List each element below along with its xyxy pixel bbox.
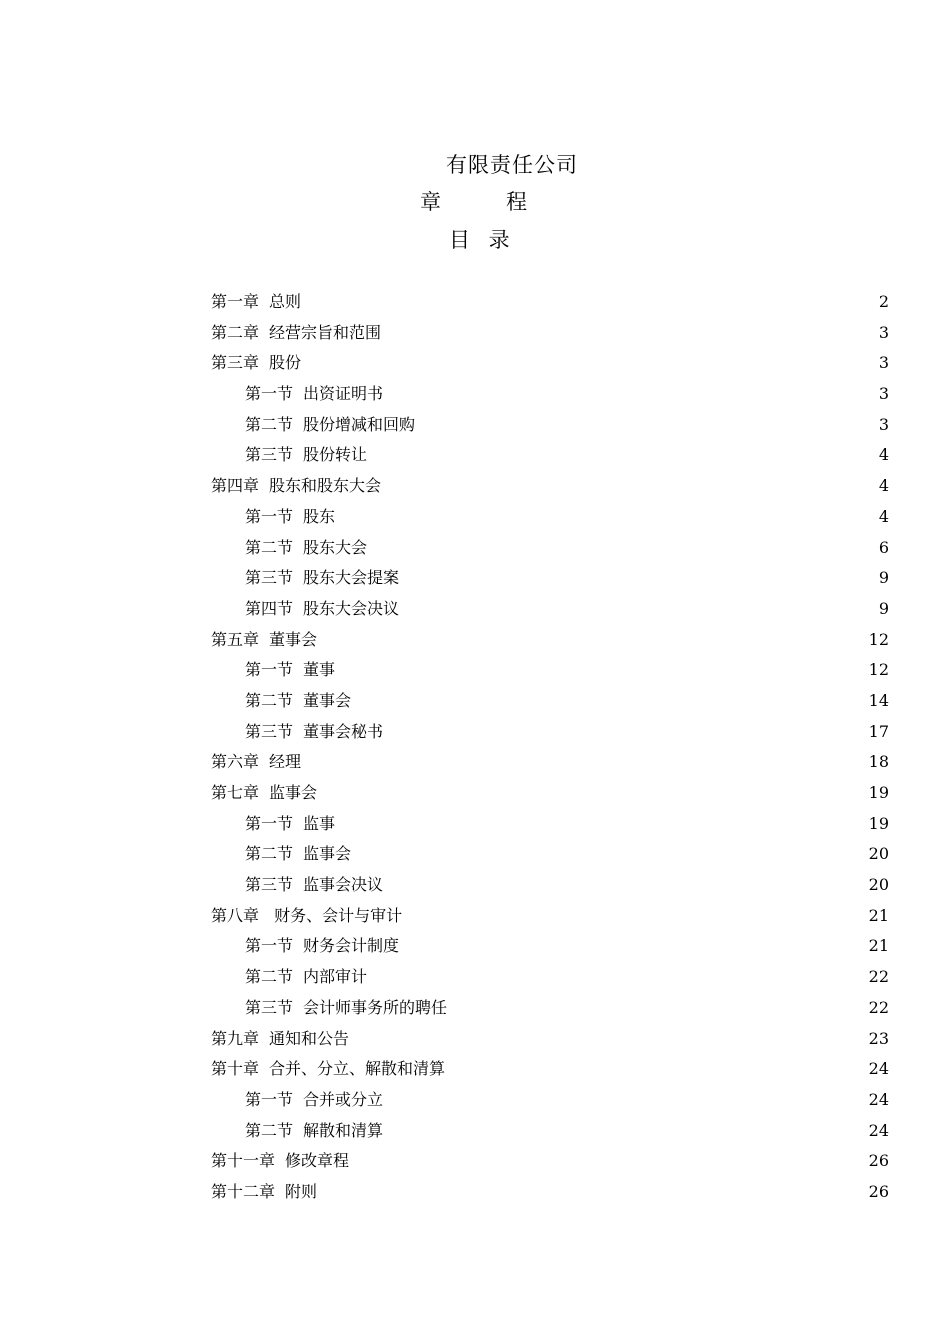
toc-entry-number: 第十二章 bbox=[211, 1181, 276, 1201]
toc-section-entry[interactable] bbox=[0, 502, 950, 533]
toc-entry-page-number: 17 bbox=[868, 721, 889, 741]
toc-entry-label bbox=[245, 655, 335, 686]
toc-entry-number: 第二节 bbox=[245, 967, 294, 987]
toc-entry-page-number: 12 bbox=[868, 629, 889, 649]
toc-entry-page-number: 22 bbox=[868, 967, 889, 987]
toc-entry-label bbox=[245, 379, 383, 410]
toc-entry-number: 第一节 bbox=[245, 1089, 294, 1109]
toc-entry-label bbox=[211, 901, 402, 932]
toc-entry-label bbox=[211, 747, 301, 778]
toc-entry-title: 股份 bbox=[269, 353, 302, 373]
toc-entry-page-number: 26 bbox=[868, 1151, 889, 1171]
toc-entry-title: 财务会计制度 bbox=[303, 936, 400, 956]
toc-entry-label bbox=[245, 962, 367, 993]
toc-entry-number: 第三节 bbox=[245, 875, 294, 895]
toc-section-entry[interactable] bbox=[0, 655, 950, 686]
toc-entry-label bbox=[245, 839, 351, 870]
toc-entry-title: 董事会 bbox=[269, 629, 318, 649]
toc-entry-page-number: 9 bbox=[878, 568, 889, 588]
toc-entry-number: 第六章 bbox=[211, 752, 260, 772]
toc-entry-page-number: 12 bbox=[868, 660, 889, 680]
toc-entry-number: 第三节 bbox=[245, 445, 294, 465]
toc-entry-title: 监事 bbox=[303, 813, 336, 833]
toc-entry-title: 监事会 bbox=[303, 844, 352, 864]
toc-chapter-entry[interactable] bbox=[0, 1146, 950, 1177]
toc-chapter-entry[interactable] bbox=[0, 1177, 950, 1208]
toc-chapter-entry[interactable] bbox=[0, 778, 950, 809]
toc-entry-label bbox=[245, 686, 351, 717]
toc-entry-page-number: 3 bbox=[878, 353, 889, 373]
toc-entry-title: 股东大会 bbox=[303, 537, 368, 557]
toc-entry-title: 股东大会决议 bbox=[303, 598, 400, 618]
toc-section-entry[interactable] bbox=[0, 962, 950, 993]
toc-entry-number: 第二章 bbox=[211, 322, 260, 342]
toc-entry-label bbox=[211, 1177, 317, 1208]
charter-title-right: 程 bbox=[506, 190, 527, 214]
toc-entry-label bbox=[245, 1116, 383, 1147]
toc-entry-label bbox=[245, 502, 335, 533]
toc-section-entry[interactable] bbox=[0, 563, 950, 594]
toc-entry-title: 经营宗旨和范围 bbox=[269, 322, 382, 342]
toc-entry-title: 股东大会提案 bbox=[303, 568, 400, 588]
charter-title-left: 章 bbox=[420, 190, 441, 214]
toc-entry-label bbox=[245, 440, 367, 471]
toc-entry-label bbox=[245, 563, 399, 594]
toc-entry-title: 监事会决议 bbox=[303, 875, 384, 895]
toc-entry-title: 合并、分立、解散和清算 bbox=[269, 1059, 446, 1079]
toc-section-entry[interactable] bbox=[0, 1116, 950, 1147]
toc-entry-title: 通知和公告 bbox=[269, 1028, 350, 1048]
toc-entry-number: 第三节 bbox=[245, 997, 294, 1017]
toc-entry-title: 合并或分立 bbox=[303, 1089, 384, 1109]
toc-entry-title: 会计师事务所的聘任 bbox=[303, 997, 448, 1017]
toc-entry-label bbox=[245, 931, 399, 962]
toc-entry-number: 第十章 bbox=[211, 1059, 260, 1079]
toc-entry-title: 经理 bbox=[269, 752, 302, 772]
company-name: 有限责任公司 bbox=[446, 153, 578, 177]
toc-entry-title: 内部审计 bbox=[303, 967, 368, 987]
toc-entry-number: 第二节 bbox=[245, 844, 294, 864]
toc-entry-number: 第三节 bbox=[245, 721, 294, 741]
toc-entry-title: 股份增减和回购 bbox=[303, 414, 416, 434]
toc-entry-page-number: 19 bbox=[868, 813, 889, 833]
toc-section-entry[interactable] bbox=[0, 1085, 950, 1116]
toc-entry-number: 第二节 bbox=[245, 414, 294, 434]
toc-entry-page-number: 4 bbox=[878, 476, 889, 496]
toc-entry-title: 财务、会计与审计 bbox=[269, 905, 403, 925]
toc-entry-label bbox=[245, 870, 383, 901]
toc-entry-label bbox=[245, 717, 383, 748]
toc-entry-title: 修改章程 bbox=[285, 1151, 350, 1171]
toc-entry-number: 第七章 bbox=[211, 783, 260, 802]
toc-section-entry[interactable] bbox=[0, 533, 950, 564]
toc-entry-title: 董事会秘书 bbox=[303, 721, 384, 741]
toc-entry-number: 第九章 bbox=[211, 1028, 260, 1048]
toc-entry-title: 总则 bbox=[269, 292, 302, 311]
toc-section-entry[interactable] bbox=[0, 931, 950, 962]
toc-section-entry[interactable] bbox=[0, 717, 950, 748]
toc-entry-label bbox=[211, 471, 381, 502]
toc-entry-number: 第一节 bbox=[245, 506, 294, 526]
toc-entry-page-number: 23 bbox=[868, 1028, 889, 1048]
toc-entry-page-number: 3 bbox=[878, 384, 889, 404]
toc-entry-number: 第一章 bbox=[211, 292, 260, 311]
toc-entry-label bbox=[245, 809, 335, 840]
toc-entry-number: 第二节 bbox=[245, 537, 294, 557]
toc-section-entry[interactable] bbox=[0, 870, 950, 901]
toc-entry-page-number: 9 bbox=[878, 598, 889, 618]
toc-entry-page-number: 19 bbox=[868, 783, 889, 802]
toc-chapter-entry[interactable] bbox=[0, 747, 950, 778]
toc-entry-number: 第五章 bbox=[211, 629, 260, 649]
toc-entry-number: 第四节 bbox=[245, 598, 294, 618]
toc-entry-label bbox=[211, 287, 301, 318]
toc-entry-page-number: 6 bbox=[878, 537, 889, 557]
toc-chapter-entry[interactable] bbox=[0, 625, 950, 656]
toc-entry-title: 附则 bbox=[285, 1181, 318, 1201]
toc-heading-text: 目 录 bbox=[449, 228, 516, 252]
toc-entry-label bbox=[211, 625, 317, 656]
toc-entry-label bbox=[211, 1054, 445, 1085]
toc-entry-number: 第三章 bbox=[211, 353, 260, 373]
toc-entry-title: 股东 bbox=[303, 506, 336, 526]
toc-entry-label bbox=[211, 1024, 349, 1055]
toc-entry-number: 第四章 bbox=[211, 476, 260, 496]
toc-entry-title: 股份转让 bbox=[303, 445, 368, 465]
toc-entry-label bbox=[245, 993, 447, 1024]
toc-entry-page-number: 21 bbox=[868, 936, 889, 956]
toc-entry-label bbox=[211, 348, 301, 379]
table-of-contents bbox=[0, 287, 950, 1208]
toc-section-entry[interactable] bbox=[0, 809, 950, 840]
toc-chapter-entry[interactable] bbox=[0, 287, 950, 318]
toc-entry-page-number: 2 bbox=[878, 292, 889, 311]
toc-entry-page-number: 24 bbox=[868, 1120, 889, 1140]
toc-entry-number: 第三节 bbox=[245, 568, 294, 588]
toc-entry-number: 第一节 bbox=[245, 936, 294, 956]
toc-entry-page-number: 24 bbox=[868, 1089, 889, 1109]
toc-entry-page-number: 4 bbox=[878, 506, 889, 526]
toc-entry-label bbox=[245, 533, 367, 564]
toc-section-entry[interactable] bbox=[0, 594, 950, 625]
toc-entry-title: 董事会 bbox=[303, 690, 352, 710]
toc-entry-label bbox=[245, 594, 399, 625]
toc-entry-number: 第一节 bbox=[245, 813, 294, 833]
toc-entry-page-number: 20 bbox=[868, 875, 889, 895]
toc-entry-number: 第十一章 bbox=[211, 1151, 276, 1171]
toc-entry-label bbox=[211, 778, 317, 809]
toc-entry-label bbox=[211, 318, 381, 349]
toc-section-entry[interactable] bbox=[0, 686, 950, 717]
toc-entry-page-number: 22 bbox=[868, 997, 889, 1017]
toc-entry-number: 第一节 bbox=[245, 384, 294, 404]
toc-entry-number: 第二节 bbox=[245, 1120, 294, 1140]
toc-entry-label bbox=[211, 1146, 349, 1177]
toc-entry-page-number: 24 bbox=[868, 1059, 889, 1079]
toc-chapter-entry[interactable] bbox=[0, 348, 950, 379]
toc-entry-number: 第二节 bbox=[245, 690, 294, 710]
toc-chapter-entry[interactable] bbox=[0, 1054, 950, 1085]
toc-entry-title: 股东和股东大会 bbox=[269, 476, 382, 496]
toc-chapter-entry[interactable] bbox=[0, 318, 950, 349]
toc-entry-title: 出资证明书 bbox=[303, 384, 384, 404]
toc-section-entry[interactable] bbox=[0, 410, 950, 441]
toc-entry-title: 董事 bbox=[303, 660, 336, 680]
toc-entry-page-number: 3 bbox=[878, 322, 889, 342]
toc-entry-page-number: 4 bbox=[878, 445, 889, 465]
toc-entry-page-number: 20 bbox=[868, 844, 889, 864]
toc-entry-number: 第八章 bbox=[211, 905, 260, 925]
toc-entry-title: 监事会 bbox=[269, 783, 318, 802]
toc-section-entry[interactable] bbox=[0, 839, 950, 870]
toc-entry-page-number: 14 bbox=[868, 690, 889, 710]
toc-entry-page-number: 18 bbox=[868, 752, 889, 772]
toc-entry-number: 第一节 bbox=[245, 660, 294, 680]
toc-chapter-entry[interactable] bbox=[0, 901, 950, 932]
toc-section-entry[interactable] bbox=[0, 440, 950, 471]
toc-entry-label bbox=[245, 410, 415, 441]
toc-section-entry[interactable] bbox=[0, 379, 950, 410]
toc-entry-label bbox=[245, 1085, 383, 1116]
toc-entry-page-number: 26 bbox=[868, 1181, 889, 1201]
toc-entry-title: 解散和清算 bbox=[303, 1120, 384, 1140]
toc-chapter-entry[interactable] bbox=[0, 1024, 950, 1055]
toc-entry-page-number: 3 bbox=[878, 414, 889, 434]
toc-chapter-entry[interactable] bbox=[0, 471, 950, 502]
toc-entry-page-number: 21 bbox=[868, 905, 889, 925]
toc-section-entry[interactable] bbox=[0, 993, 950, 1024]
